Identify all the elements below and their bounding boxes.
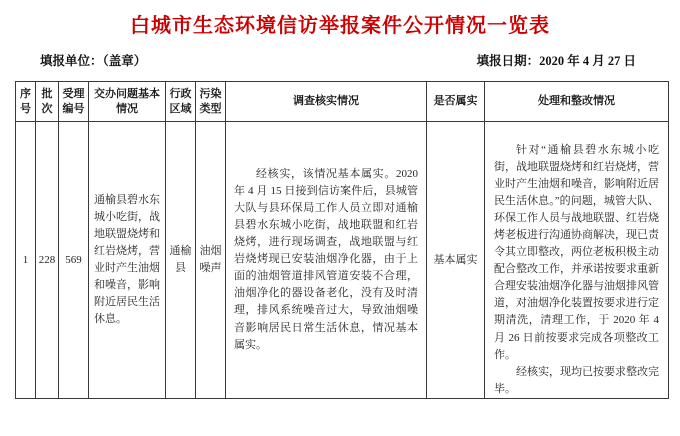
cell-problem: 通榆县碧水东城小吃街，战地联盟烧烤和红岩烧烤，营业时产生油烟和噪音，影响附近居民生活休息。 [89, 122, 166, 399]
reporting-unit-label: 填报单位：（盖章） [40, 54, 147, 68]
cell-batch: 228 [36, 122, 59, 399]
handling-paragraph-2: 经核实，现均已按要求整改完毕。 [494, 365, 659, 395]
cell-verified: 基本属实 [427, 122, 485, 399]
header-seq: 序号 [16, 82, 36, 122]
handling-paragraph-1: 针对“通榆县碧水东城小吃街，战地联盟烧烤和红岩烧烤，营业时产生油烟和噪音，影响附近居民生活休息。”的问题，城管大队、环保工作人员与战地联盟、红岩烧烤老板进行沟通协商解决，现已责令其立即整改，两位老板积极主动配合整改工作，并承诺按要求重新合理安装油烟净化器与油烟排风管道，对油烟净化装置按要求进行定期清洗，清理工作，于 2020 年 4 月 26 日前按要求完成各项整改工作。 [494, 144, 659, 361]
page-title: 白城市生态环境信访举报案件公开情况一览表 [130, 15, 550, 37]
header-pollution-type: 污染类型 [196, 82, 226, 122]
header-verified: 是否属实 [427, 82, 485, 122]
header-case-no: 受理编号 [59, 82, 89, 122]
header-row [16, 82, 669, 122]
header-region: 行政区域 [166, 82, 196, 122]
investigation-paragraph: 经核实，该情况基本属实。2020 年 4 月 15 日接到信访案件后，县城管大队与县环保局工作人员立即对通榆县碧水东城小吃街，战地联盟和红岩烧烤，进行现场调查，战地联盟与红岩烧烤现已安装油烟净化器，由于上面的油烟管道排风管道安装不合理，油烟净化的器设备老化，没有及时清理，排风系统噪音过大，导致油烟噪音影响居民日常生活休息，情况基本属实。 [234, 168, 418, 351]
header-investigation: 调查核实情况 [226, 82, 427, 122]
table-row [16, 122, 669, 399]
cell-case-no: 569 [59, 122, 89, 399]
document-page [0, 14, 680, 436]
header-problem: 交办问题基本情况 [89, 82, 166, 122]
cell-handling [485, 122, 669, 399]
cell-region: 通榆县 [166, 122, 196, 399]
header-batch: 批次 [36, 82, 59, 122]
cases-table [15, 81, 669, 399]
meta-row [40, 51, 636, 69]
cell-seq: 1 [16, 122, 36, 399]
cell-pollution-type: 油烟噪声 [196, 122, 226, 399]
header-handling: 处理和整改情况 [485, 82, 669, 122]
reporting-date-label: 填报日期：2020 年 4 月 27 日 [476, 54, 636, 68]
cell-investigation [226, 122, 427, 399]
